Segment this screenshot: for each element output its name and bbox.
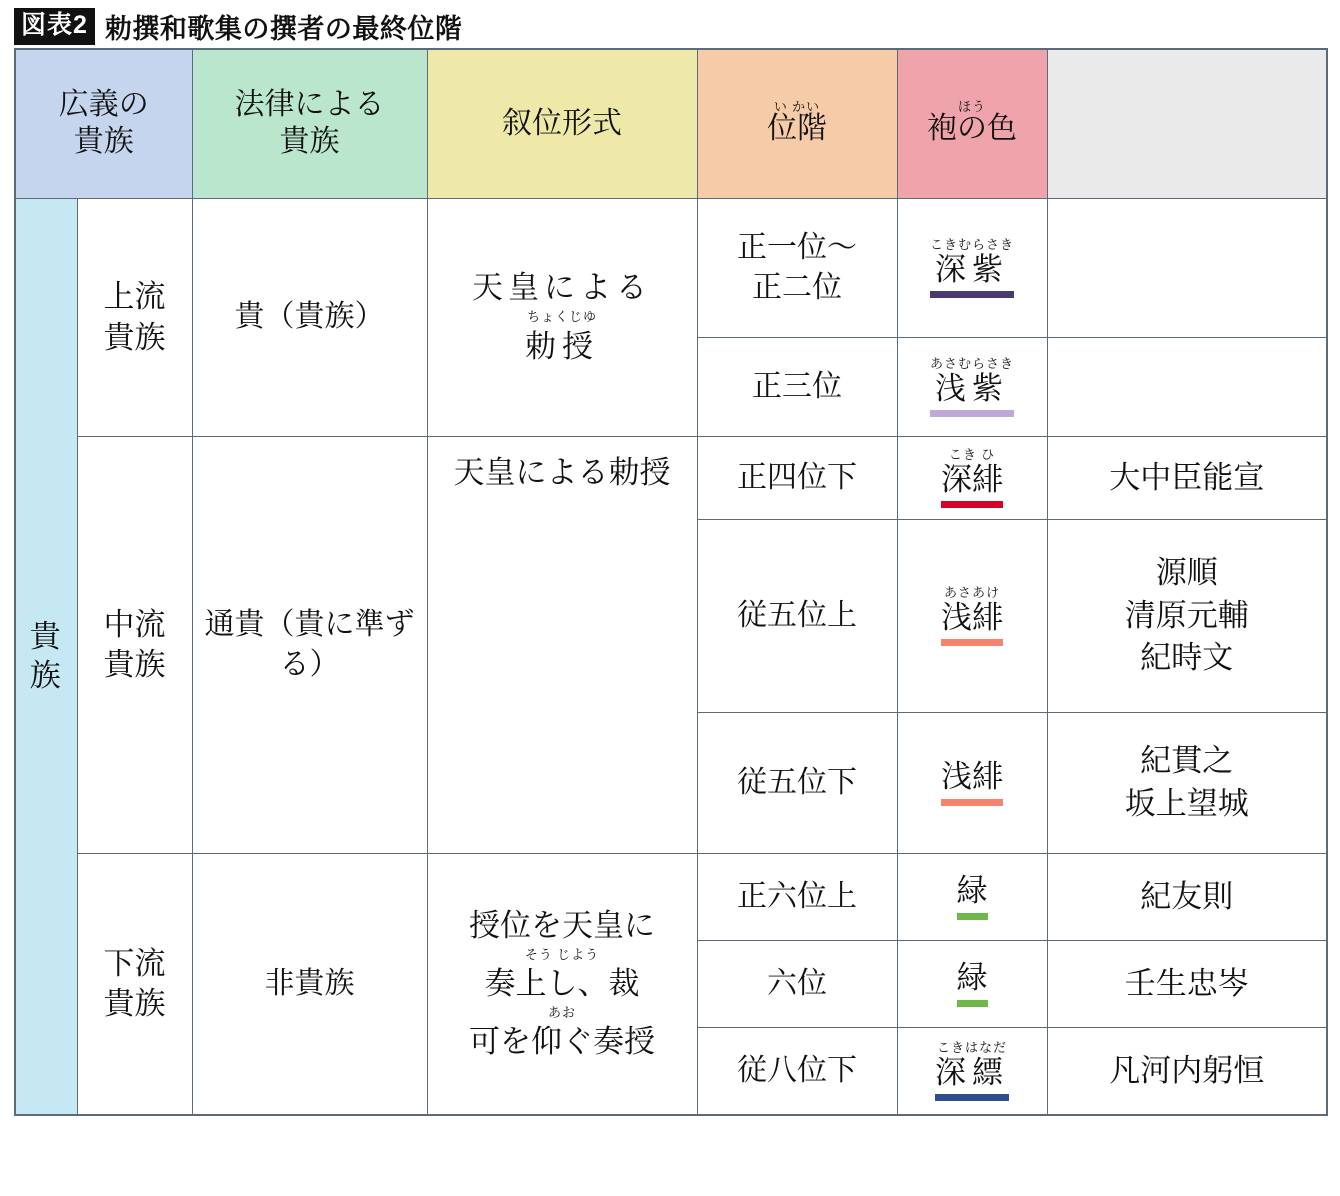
color-cell: [897, 713, 1047, 854]
header-persons: [1047, 49, 1327, 199]
rank-cell: 正三位: [697, 338, 897, 437]
rank-cell: 六位: [697, 941, 897, 1028]
rank-cell: 従八位下: [697, 1028, 897, 1116]
rank-table: [14, 48, 1328, 1116]
persons-cell: 紀友則: [1047, 854, 1327, 941]
form-upper: 天皇による ちょくじゆ 勅授: [427, 199, 697, 437]
rank-cell: 従五位下: [697, 713, 897, 854]
rank-cell: 正一位〜 正二位: [697, 199, 897, 338]
persons-cell: [1047, 199, 1327, 338]
persons-cell: 紀貫之 坂上望城: [1047, 713, 1327, 854]
chart-badge: 図表2: [14, 8, 95, 45]
chart-container: [0, 48, 1340, 1116]
form-lower-ruby-line2: そう じよう 奏上し、裁: [484, 946, 640, 1001]
header-robe-ruby-group: ほう 袍の色: [927, 99, 1017, 146]
color-cell: こきはなだ 深縹: [897, 1028, 1047, 1116]
form-upper-ruby-group: ちょくじゆ 勅授: [525, 309, 599, 364]
header-robe-color: [897, 49, 1047, 199]
color-swatch: 深縹: [935, 1056, 1009, 1101]
table-row: [15, 437, 1327, 520]
rank-cell: 従五位上: [697, 520, 897, 713]
persons-cell: 源順 清原元輔 紀時文: [1047, 520, 1327, 713]
color-swatch: 深緋: [941, 463, 1003, 508]
color-cell: あさあけ 浅緋: [897, 520, 1047, 713]
form-lower: 授位を天皇に そう じよう 奏上し、裁 あお 可を仰ぐ奏授: [427, 854, 697, 1116]
rank-cell: 正四位下: [697, 437, 897, 520]
header-legal-nobility: 法律による 貴族: [192, 49, 427, 199]
color-swatch: 緑: [957, 961, 988, 1006]
table-row: [15, 199, 1327, 338]
persons-cell: 凡河内躬恒: [1047, 1028, 1327, 1116]
persons-cell: 大中臣能宣: [1047, 437, 1327, 520]
color-swatch: 緑: [957, 874, 988, 919]
color-cell: [897, 854, 1047, 941]
color-swatch: 浅紫: [930, 372, 1014, 417]
vertical-label-nobility: [15, 199, 77, 1116]
chart-title-row: [0, 0, 1340, 48]
page-title: 勅撰和歌集の撰者の最終位階: [104, 13, 463, 44]
legal-middle: 通貴（貴に準ずる）: [192, 437, 427, 854]
vertical-label-text: 貴族: [29, 618, 63, 693]
class-upper: 上流 貴族: [77, 199, 192, 437]
header-broad-nobility: 広義の 貴族: [15, 49, 192, 199]
color-cell: こきむらさき 深紫: [897, 199, 1047, 338]
form-lower-ruby-line3: あお 可を仰ぐ奏授: [469, 1005, 655, 1060]
header-rank: [697, 49, 897, 199]
color-swatch: 浅緋: [941, 760, 1003, 805]
legal-upper: 貴（貴族）: [192, 199, 427, 437]
color-cell: あさむらさき 浅紫: [897, 338, 1047, 437]
color-swatch: 浅緋: [941, 601, 1003, 646]
persons-cell: [1047, 338, 1327, 437]
class-middle: 中流 貴族: [77, 437, 192, 854]
color-cell: [897, 941, 1047, 1028]
table-row: [15, 854, 1327, 941]
header-rank-ruby-group: い かい 位階: [767, 99, 827, 146]
color-swatch: 深紫: [930, 253, 1014, 298]
class-lower: 下流 貴族: [77, 854, 192, 1116]
rank-cell: 正六位上: [697, 854, 897, 941]
header-investiture-form: 叙位形式: [427, 49, 697, 199]
color-cell: こき ひ 深緋: [897, 437, 1047, 520]
form-middle: 天皇による勅授: [427, 437, 697, 854]
persons-cell: 壬生忠岑: [1047, 941, 1327, 1028]
table-header-row: [15, 49, 1327, 199]
legal-lower: 非貴族: [192, 854, 427, 1116]
